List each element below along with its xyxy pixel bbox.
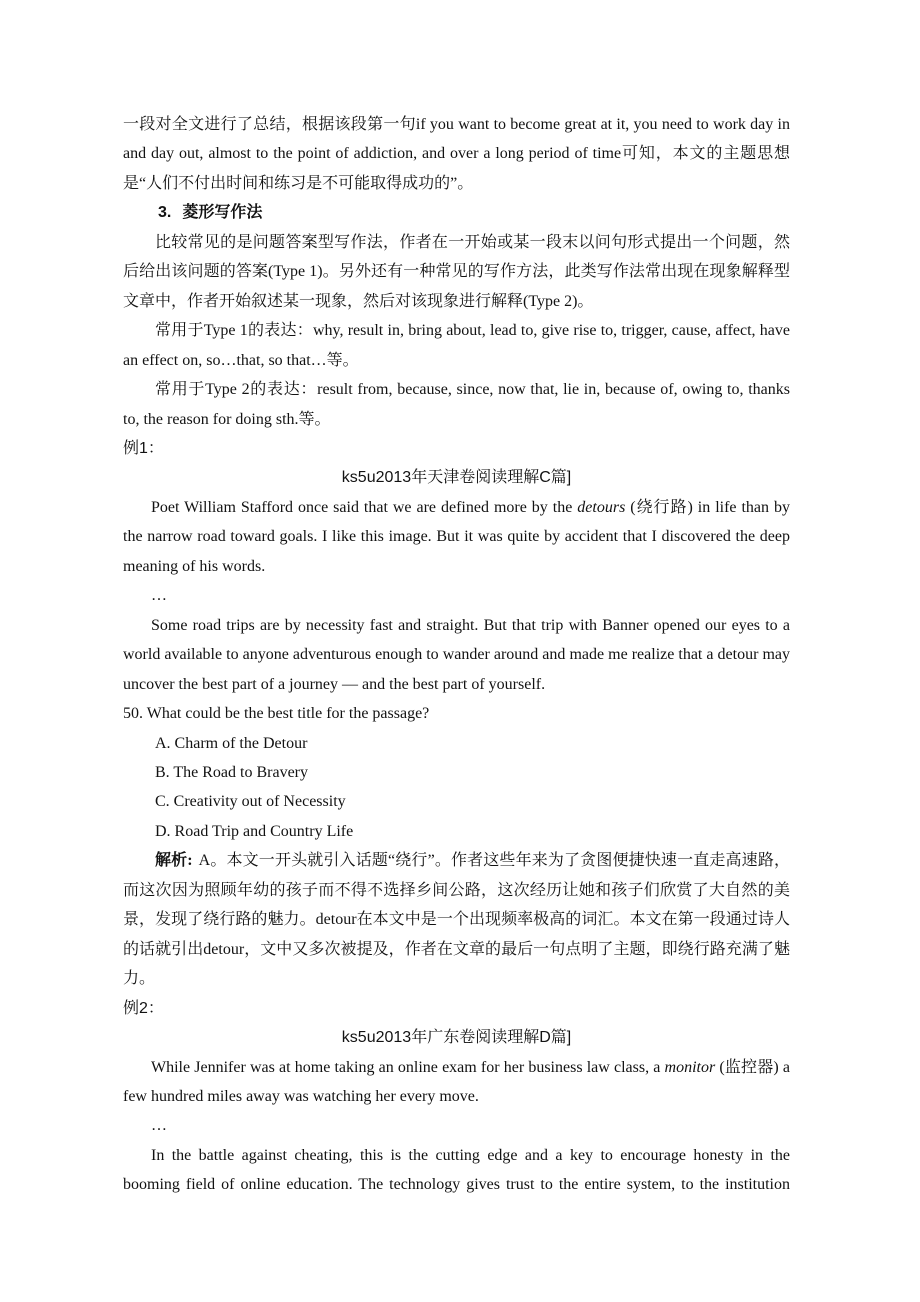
type1-expressions: 常用于Type 1的表达：why, result in, bring about, lead to, give rise to, trigger, cause, affect, have an effect on, so…that, so that…等。 (123, 322, 790, 369)
section-heading-number: 3. (158, 204, 172, 222)
section-heading (123, 198, 790, 227)
option-c: C. Creativity out of Necessity (155, 793, 346, 811)
section-heading-title: 菱形写作法 (182, 204, 263, 222)
example1-passage-p2: Some road trips are by necessity fast and straight. But that trip with Banner opened our eyes to a world available to anyone adventurous enough to wander around and made me realize that a detour may uncover the best part of a journey — and the best part of yourself. (123, 616, 790, 693)
option-b: B. The Road to Bravery (155, 763, 309, 781)
question-50: 50. What could be the best title for the passage? (123, 705, 430, 723)
example1-label: 例1： (123, 439, 164, 457)
analysis-text: A。本文一开头就引入话题“绕行”。作者这些年来为了贪图便捷快速一直走高速路，而这次因为照顾年幼的孩子而不得不选择乡间公路，这次经历让她和孩子们欣赏了大自然的美景，发现了绕行路的魅力。detour在本文中是一个出现频率极高的词汇。本文在第一段通过诗人的话就引出detour，文中又多次被提及，作者在文章的最后一句点明了主题，即绕行路充满了魅力。 (123, 852, 790, 988)
page-content (123, 110, 790, 1200)
example2-label: 例2： (123, 999, 164, 1017)
example1-italic-term: detours (577, 498, 626, 516)
example2-ellipsis: … (151, 1117, 167, 1135)
example2-p1-after: (监控器) a few hundred miles away was watching her every move. (123, 1058, 790, 1105)
example2-passage-p1 (123, 1053, 790, 1112)
method-paragraph: 比较常见的是问题答案型写作法，作者在一开始或某一段末以问句形式提出一个问题，然后给出该问题的答案(Type 1)。另外还有一种常见的写作方法，此类写作法常出现在现象解释型文章中，作者开始叙述某一现象，然后对该现象进行解释(Type 2)。 (123, 233, 790, 310)
type2-expressions: 常用于Type 2的表达：result from, because, since, now that, lie in, because of, owing to, thanks to, the reason for doing sth.等。 (123, 381, 790, 428)
example1-source: ks5u2013年天津卷阅读理解C篇] (341, 469, 572, 487)
option-d: D. Road Trip and Country Life (155, 822, 354, 840)
example2-italic-term: monitor (664, 1058, 716, 1076)
example2-p1-before: While Jennifer was at home taking an online exam for her business law class, a (151, 1058, 665, 1076)
option-a: A. Charm of the Detour (155, 734, 308, 752)
example1-p1-after: (绕行路) in life than by the narrow road toward goals. I like this image. But it was quite by accident that I discovered the deep meaning of his words. (123, 498, 790, 575)
analysis-label: 解析: (155, 852, 193, 870)
example1-p1-before: Poet William Stafford once said that we are defined more by the (151, 498, 578, 516)
analysis-paragraph (123, 846, 790, 993)
example2-passage-p2: In the battle against cheating, this is the cutting edge and a key to encourage honesty in the booming field of online education. The technology gives trust to the entire system, to the institution (123, 1146, 790, 1194)
example2-source: ks5u2013年广东卷阅读理解D篇] (341, 1029, 572, 1047)
continued-paragraph: 一段对全文进行了总结，根据该段第一句if you want to become great at it, you need to work day in and day out, almost to the point of addiction, and over a long period of time可知，本文的主题思想是“人们不付出时间和练习是不可能取得成功的”。 (123, 116, 790, 192)
example1-ellipsis: … (151, 587, 167, 605)
example1-passage-p1 (123, 493, 790, 581)
